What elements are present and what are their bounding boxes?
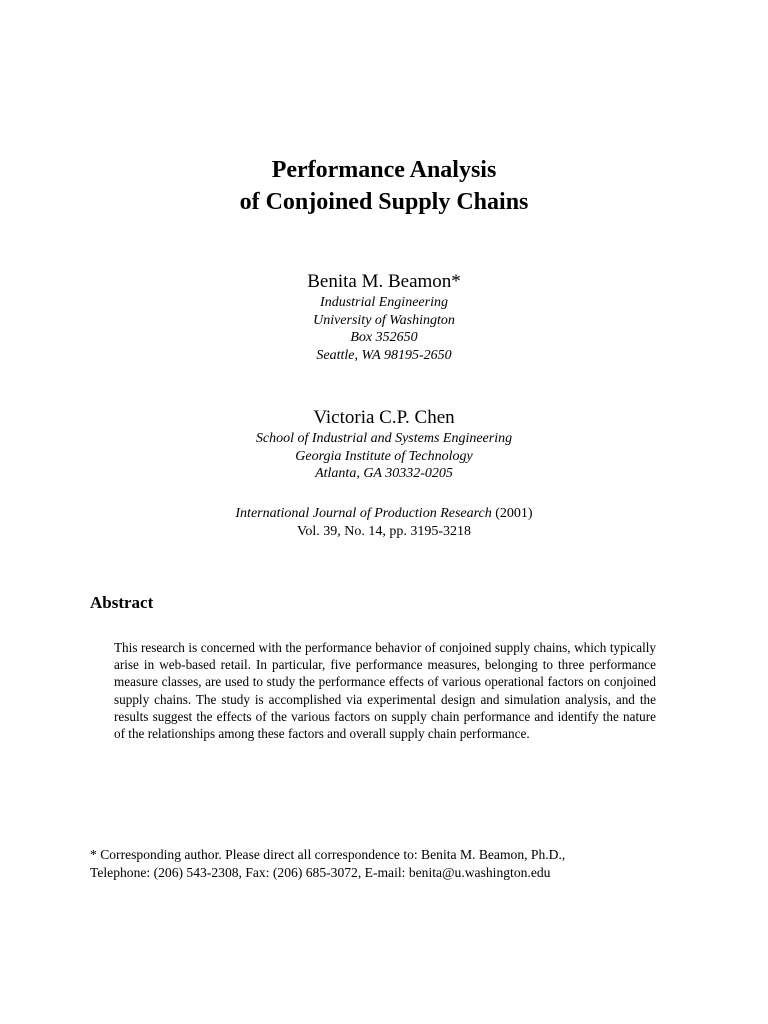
author-affiliation (0, 430, 768, 483)
footnote-line-2: Telephone: (206) 543-2308, Fax: (206) 685-3072, E-mail: benita@u.washington.edu (90, 864, 551, 880)
title-line-2: of Conjoined Supply Chains (239, 189, 529, 215)
journal-line (0, 505, 768, 523)
abstract-heading: Abstract (90, 593, 154, 612)
publication-year: (2001) (491, 506, 533, 521)
affiliation-line: Industrial Engineering (320, 295, 448, 310)
journal-name: International Journal of Production Research (235, 506, 492, 521)
paper-title (0, 154, 768, 218)
footnote-line-1: * Corresponding author. Please direct all correspondence to: Benita M. Beamon, Ph.D., (90, 847, 566, 862)
volume-pages: Vol. 39, No. 14, pp. 3195-3218 (297, 523, 471, 539)
affiliation-line: University of Washington (313, 312, 455, 328)
affiliation-line: School of Industrial and Systems Engineering (255, 431, 513, 446)
author-name: Victoria C.P. Chen (313, 407, 455, 428)
author-name: Benita M. Beamon* (307, 271, 461, 292)
abstract-text: This research is concerned with the performance behavior of conjoined supply chains, which typically arise in web-based retail. In particular, five performance measures, belonging to three performance measure classes, are used to study the performance effects of various operational factors on conjoined supply chains. The study is accomplished via experimental design and simulation analysis, and the results suggest the effects of the various factors on supply chain performance and identify the nature of the relationships among these factors and overall supply chain performance. (114, 640, 656, 742)
author-affiliation (0, 294, 768, 364)
corresponding-author-footnote (90, 846, 690, 881)
affiliation-line: Seattle, WA 98195-2650 (316, 347, 452, 363)
affiliation-line: Box 352650 (350, 330, 418, 345)
affiliation-line: Georgia Institute of Technology (295, 448, 473, 464)
title-line-1: Performance Analysis (271, 157, 497, 183)
affiliation-line: Atlanta, GA 30332-0205 (315, 466, 453, 481)
publication-info (0, 505, 768, 540)
